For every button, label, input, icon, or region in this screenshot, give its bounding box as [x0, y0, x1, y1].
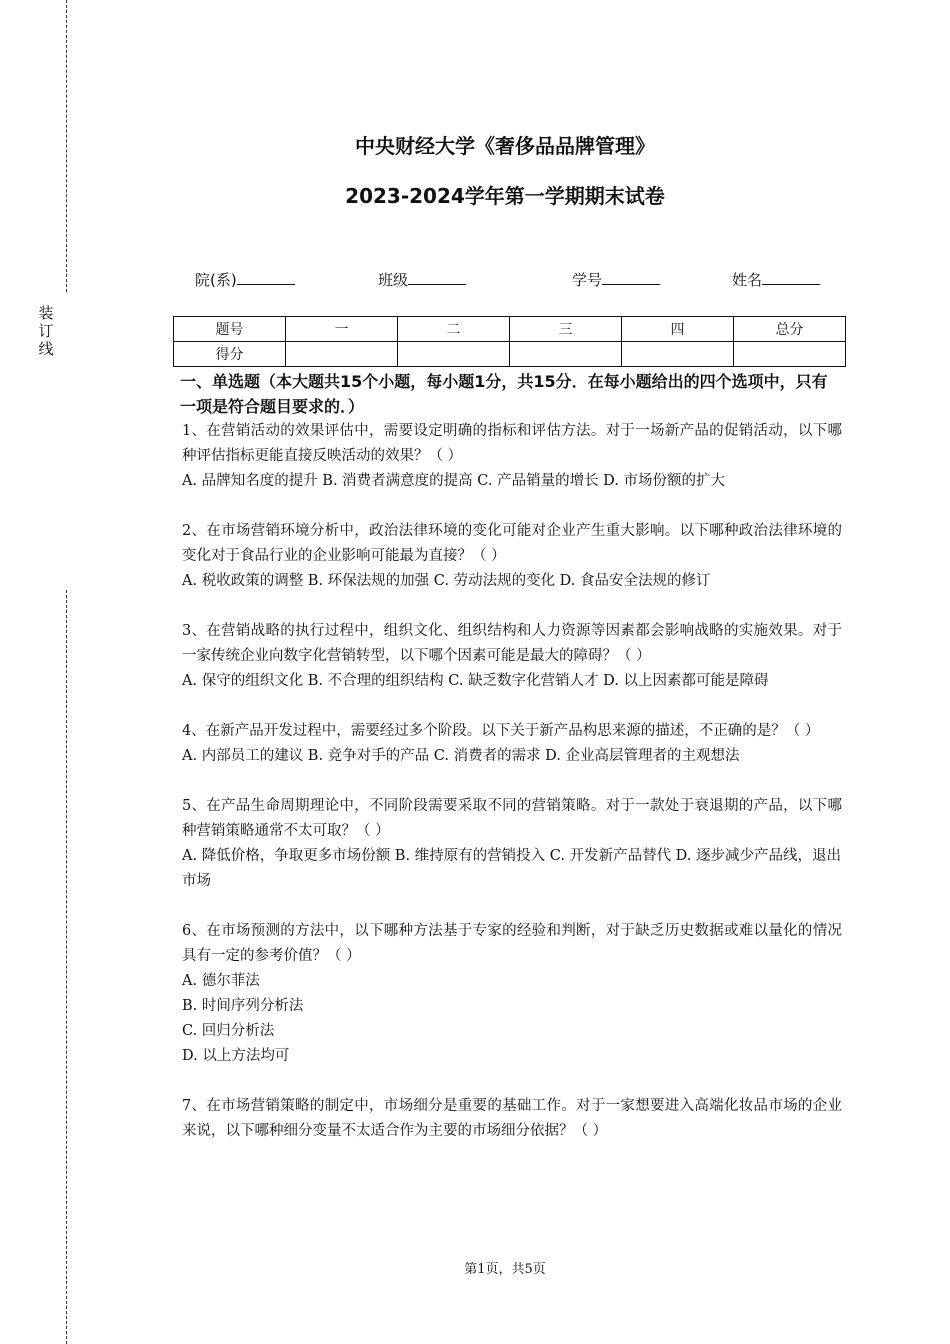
- question-item: [182, 519, 842, 594]
- question-text: 1、在营销活动的效果评估中，需要设定明确的指标和评估方法。对于一场新产品的促销活动，以下哪种评估指标更能直接反映活动的效果？（ ）: [182, 423, 842, 464]
- question-item: [182, 794, 842, 894]
- exam-content: [182, 369, 842, 1169]
- score-table-score-row: [174, 342, 846, 367]
- question-text: 5、在产品生命周期理论中，不同阶段需要采取不同的营销策略。对于一款处于衰退期的产品，以下哪种营销策略通常不太可取？（ ）: [182, 798, 842, 839]
- score-cell: 总分: [734, 317, 846, 342]
- question-item: [182, 1094, 842, 1144]
- binding-char: 线: [38, 340, 54, 358]
- question-text: 2、在市场营销环境分析中，政治法律环境的变化可能对企业产生重大影响。以下哪种政治法律环境的变化对于食品行业的企业影响可能最为直接？（ ）: [182, 523, 842, 564]
- question-text: 6、在市场预测的方法中，以下哪种方法基于专家的经验和判断，对于缺乏历史数据或难以量化的情况具有一定的参考价值？（ ）: [182, 923, 842, 964]
- score-cell: 三: [510, 317, 622, 342]
- question-options[interactable]: A. 保守的组织文化 B. 不合理的组织结构 C. 缺乏数字化营销人才 D. 以上因素都可能是障碍: [182, 673, 769, 689]
- question-item: [182, 419, 842, 494]
- question-options[interactable]: A. 税收政策的调整 B. 环保法规的加强 C. 劳动法规的变化 D. 食品安全法规的修订: [182, 573, 711, 589]
- question-options[interactable]: A. 品牌知名度的提升 B. 消费者满意度的提高 C. 产品销量的增长 D. 市场份额的扩大: [182, 473, 726, 489]
- page-footer: 第1页，共5页: [464, 1262, 546, 1277]
- score-cell: 得分: [174, 342, 286, 367]
- question-options[interactable]: C. 回归分析法: [182, 1023, 275, 1039]
- score-cell: 题号: [174, 317, 286, 342]
- question-options[interactable]: D. 以上方法均可: [182, 1048, 290, 1064]
- fill-blank[interactable]: [408, 268, 466, 285]
- section-title: 一、单选题（本大题共15个小题，每小题1分，共15分．在每小题给出的四个选项中，只有一项是符合题目要求的．）: [180, 372, 828, 416]
- fill-blank[interactable]: [762, 268, 820, 285]
- fill-blank[interactable]: [602, 268, 660, 285]
- binding-label: [37, 304, 55, 358]
- score-cell[interactable]: [734, 342, 846, 367]
- score-cell[interactable]: [622, 342, 734, 367]
- score-cell[interactable]: [286, 342, 398, 367]
- score-cell[interactable]: [398, 342, 510, 367]
- binding-dashed-line-bottom: [66, 590, 67, 1344]
- exam-subtitle: 2023-2024学年第一学期期末试卷: [345, 184, 665, 208]
- question-options[interactable]: A. 降低价格，争取更多市场份额 B. 维持原有的营销投入 C. 开发新产品替代 D. 逐步减少产品线，退出市场: [182, 848, 842, 889]
- info-label: 院(系): [195, 271, 237, 289]
- info-label: 姓名: [732, 271, 763, 289]
- question-options[interactable]: A. 内部员工的建议 B. 竞争对手的产品 C. 消费者的需求 D. 企业高层管理者的主观想法: [182, 748, 740, 764]
- info-label: 学号: [572, 271, 603, 289]
- fill-blank[interactable]: [237, 268, 295, 285]
- binding-char: 订: [38, 322, 54, 340]
- score-table-header-row: [174, 317, 846, 342]
- binding-char: 装: [38, 304, 54, 322]
- question-list: [182, 419, 842, 1144]
- question-text: 4、在新产品开发过程中，需要经过多个阶段。以下关于新产品构思来源的描述，不正确的是？（ ）: [182, 723, 820, 739]
- score-table: [173, 316, 846, 367]
- info-field-class: [378, 268, 466, 290]
- question-text: 3、在营销战略的执行过程中，组织文化、组织结构和人力资源等因素都会影响战略的实施效果。对于一家传统企业向数字化营销转型，以下哪个因素可能是最大的障碍？（ ）: [182, 623, 842, 664]
- score-cell[interactable]: [510, 342, 622, 367]
- question-item: [182, 619, 842, 694]
- info-field-department: [195, 268, 295, 290]
- info-label: 班级: [378, 271, 409, 289]
- question-item: [182, 719, 842, 769]
- exam-title: 中央财经大学《奢侈品品牌管理》: [355, 134, 655, 158]
- question-item: [182, 919, 842, 1069]
- info-field-name: [732, 268, 820, 290]
- question-text: 7、在市场营销策略的制定中，市场细分是重要的基础工作。对于一家想要进入高端化妆品市场的企业来说，以下哪种细分变量不太适合作为主要的市场细分依据？（ ）: [182, 1098, 842, 1139]
- student-info-row: [0, 268, 950, 292]
- question-options[interactable]: A. 德尔菲法: [182, 973, 260, 989]
- score-cell: 四: [622, 317, 734, 342]
- question-options[interactable]: B. 时间序列分析法: [182, 998, 304, 1014]
- score-cell: 二: [398, 317, 510, 342]
- info-field-student-id: [572, 268, 660, 290]
- score-cell: 一: [286, 317, 398, 342]
